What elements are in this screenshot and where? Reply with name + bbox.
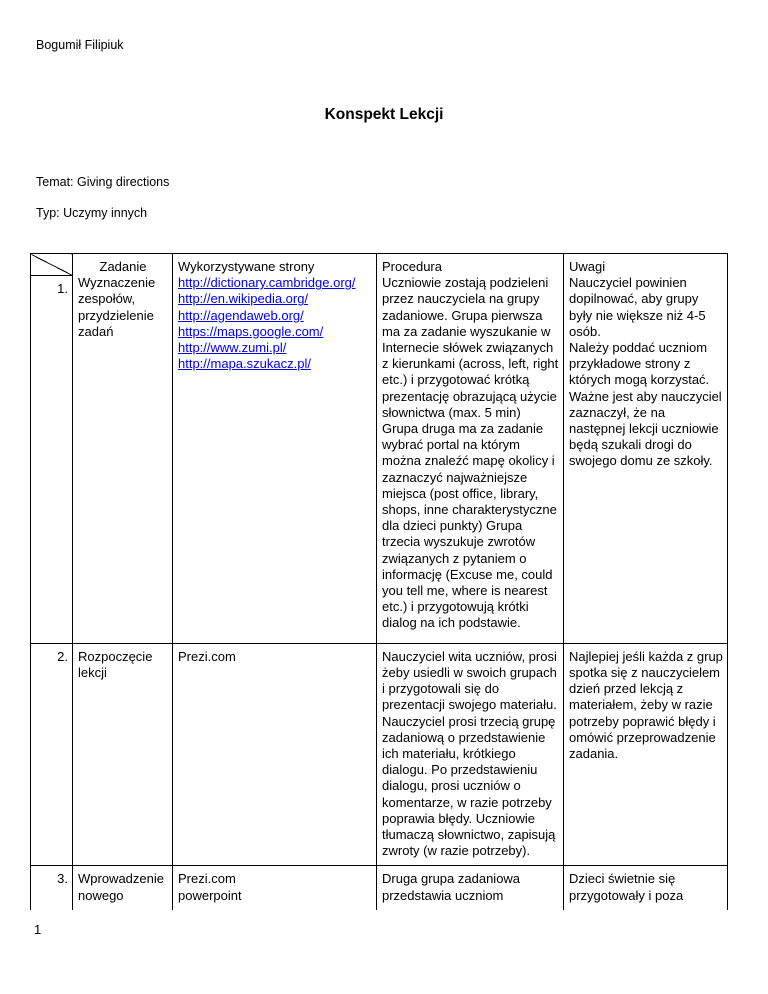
row-uwagi: Najlepiej jeśli każda z grup spotka się z nauczycielem dzień przed lekcją z materiałem, żeby w razie potrzeby poprawić błędy i omówić przeprowadzenie zadania. [564,643,728,866]
row-number: 3. [31,866,73,910]
document-author: Bogumił Filipiuk [36,38,124,52]
link-agendaweb[interactable]: http://agendaweb.org/ [178,307,304,323]
row-zadanie: Wprowadzenie nowego [73,866,173,910]
lesson-type: Typ: Uczymy innych [36,206,148,220]
table-header-row [31,254,728,276]
strony-line: Prezi.com [178,871,236,887]
row-strony: Prezi.com [173,643,377,866]
page-number: 1 [34,922,42,937]
link-szukacz[interactable]: http://mapa.szukacz.pl/ [178,356,311,372]
link-zumi[interactable]: http://www.zumi.pl/ [178,340,287,356]
header-uwagi: Uwagi [564,254,728,276]
row-number: 1. [31,275,73,643]
row-procedura: Druga grupa zadaniowa przedstawia uczniom [377,866,564,910]
row-strony [173,866,377,910]
lesson-topic: Temat: Giving directions [36,175,170,189]
row-uwagi: Dzieci świetnie się przygotowały i poza [564,866,728,910]
lesson-plan-table [30,253,728,910]
row-zadanie: Wyznaczenie zespołów, przydzielenie zadań [73,275,173,643]
link-cambridge[interactable]: http://dictionary.cambridge.org/ [178,275,356,291]
document-title: Konspekt Lekcji [324,106,444,123]
link-wikipedia[interactable]: http://en.wikipedia.org/ [178,291,309,307]
link-google-maps[interactable]: https://maps.google.com/ [178,323,324,339]
row-procedura: Uczniowie zostają podzieleni przez nauczyciela na grupy zadaniowe. Grupa pierwsza ma za zadanie wyszukanie w Internecie słówek związanych z kierunkami (across, left, right etc.) i przygotować krótką prezentację obrazującą użycie słownictwa (max. 5 min) Grupa druga ma za zadanie wybrać portal na którym można znaleźć mapę okolicy i zaznaczyć najważniejsze miejsca (post office, library, shops, inne charakterystyczne dla dzieci punkty) Grupa trzecia wyszukuje zwrotów związanych z pytaniem o informację (Excuse me, could you tell me, where is nearest etc.) i przygotowują krótki dialog na ich podstawie. [377,275,564,643]
header-zadanie: Zadanie [73,254,173,276]
row-number: 2. [31,643,73,866]
diagonal-corner-cell [31,254,73,276]
table-row [31,643,728,866]
header-strony: Wykorzystywane strony [173,254,377,276]
row-procedura: Nauczyciel wita uczniów, prosi żeby usiedli w swoich grupach i przygotowali się do prezentacji swojego materiału. Nauczyciel prosi trzecią grupę zadaniową o przedstawienie ich materiału, krótkiego dialogu. Po przedstawieniu dialogu, prosi uczniów o komentarze, w razie potrzeby poprawia błędy. Uczniowie tłumaczą słownictwo, zapisują zwroty (w razie potrzeby). [377,643,564,866]
row-uwagi: Nauczyciel powinien dopilnować, aby grupy były nie większe niż 4-5 osób. Należy poddać uczniom przykładowe strony z których mogą korzystać. Ważne jest aby nauczyciel zaznaczył, że na następnej lekcji uczniowie będą szukali drogi do swojego domu ze szkoły. [564,275,728,643]
row-zadanie: Rozpoczęcie lekcji [73,643,173,866]
strony-line: powerpoint [178,887,242,903]
header-procedura: Procedura [377,254,564,276]
table-row [31,275,728,643]
table-row [31,866,728,910]
row-strony-links [173,275,377,643]
